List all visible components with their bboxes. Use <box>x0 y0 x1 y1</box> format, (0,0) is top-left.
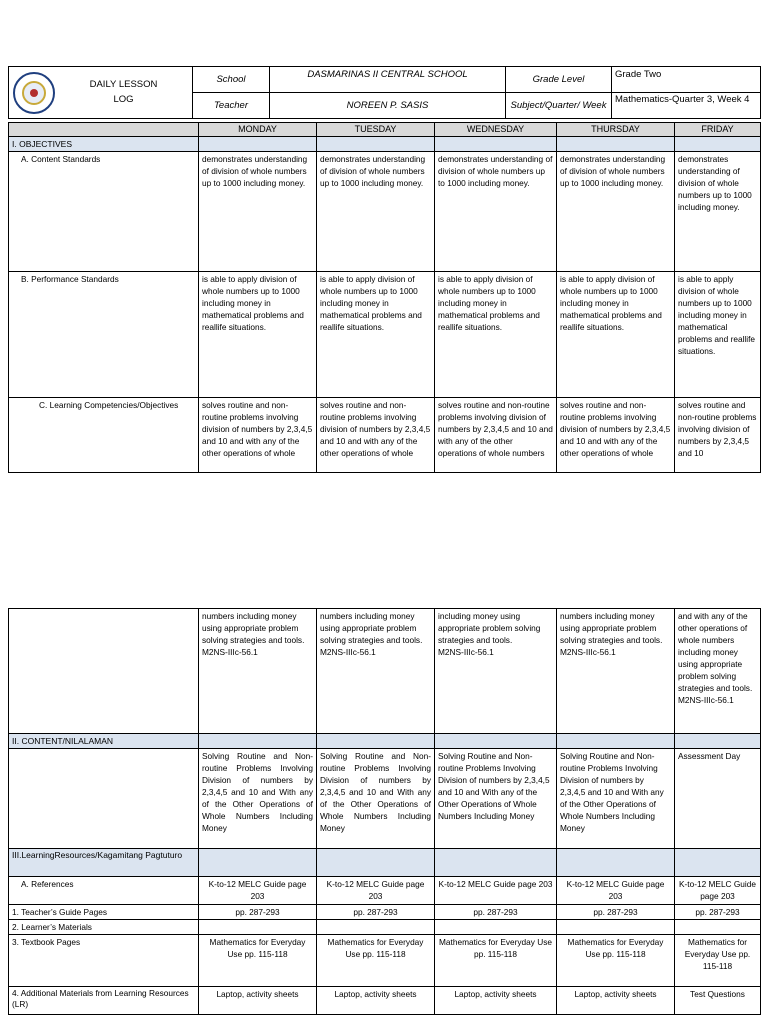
references-row <box>9 877 761 905</box>
competency-cont-text: including money using appropriate problem solving strategies and tools. <box>438 611 541 646</box>
log-title-line1: DAILY LESSON <box>89 79 158 91</box>
teachers-guide-label: 1. Teacher’s Guide Pages <box>9 905 199 920</box>
competency-code: M2NS-IIIc-56.1 <box>438 647 494 658</box>
tg-cell: pp. 287-293 <box>317 905 435 920</box>
textbook-cell: Mathematics for Everyday Use pp. 115-118 <box>557 935 675 987</box>
content-standard-cell: demonstrates understanding of division of whole numbers up to 1000 including money. <box>317 152 435 272</box>
teacher-value: NOREEN P. SASIS <box>270 93 506 119</box>
reference-cell: K-to-12 MELC Guide page 203 <box>675 877 761 905</box>
tg-cell: pp. 287-293 <box>435 905 557 920</box>
school-value: DASMARINAS II CENTRAL SCHOOL <box>270 67 506 93</box>
subject-label: Subject/Quarter/ Week <box>506 93 612 119</box>
school-label: School <box>193 67 270 93</box>
content-standards-label: A. Content Standards <box>9 152 199 272</box>
learners-materials-label: 2. Learner’s Materials <box>9 920 199 935</box>
day-thursday: THURSDAY <box>557 123 675 137</box>
day-tuesday: TUESDAY <box>317 123 435 137</box>
competencies-row-p1 <box>9 398 761 473</box>
day-friday: FRIDAY <box>675 123 761 137</box>
day-monday: MONDAY <box>199 123 317 137</box>
additional-material-cell: Test Questions <box>675 987 761 1015</box>
tg-cell: pp. 287-293 <box>199 905 317 920</box>
textbook-cell: Mathematics for Everyday Use pp. 115-118 <box>317 935 435 987</box>
teachers-guide-row <box>9 905 761 920</box>
competency-cell: solves routine and non-routine problems involving division of numbers by 2,3,4,5 and 10 and with any of the other operations of whole <box>557 398 675 473</box>
competency-cell: solves routine and non-routine problems involving division of numbers by 2,3,4,5 and 10 and with any of the other operations of whole numbers <box>435 398 557 473</box>
additional-material-cell: Laptop, activity sheets <box>435 987 557 1015</box>
competency-cont-text: numbers including money using appropriate problem solving strategies and tools. <box>320 611 423 646</box>
content-title: II. CONTENT/NILALAMAN <box>9 734 199 749</box>
subject-value: Mathematics-Quarter 3, Week 4 <box>612 93 761 119</box>
content-cell: Assessment Day <box>675 749 761 849</box>
tg-cell: pp. 287-293 <box>675 905 761 920</box>
competencies-row-p2 <box>9 609 761 734</box>
reference-cell: K-to-12 MELC Guide page 203 <box>557 877 675 905</box>
competency-cont-text: and with any of the other operations of whole numbers including money using appropriate problem solving strategies and tools. <box>678 611 753 694</box>
additional-material-cell: Laptop, activity sheets <box>199 987 317 1015</box>
content-cell: Solving Routine and Non-routine Problems Involving Division of numbers by 2,3,4,5 and 10 and With any of the Other Operations of Whole Numbers Including Money <box>435 749 557 849</box>
performance-standard-cell: is able to apply division of whole numbers up to 1000 including money in mathematical problems and reallife situations. <box>317 272 435 398</box>
resources-title: III.LearningResources/Kagamitang Pagtuturo <box>9 849 199 877</box>
day-wednesday: WEDNESDAY <box>435 123 557 137</box>
content-standard-cell: demonstrates understanding of division of whole numbers up to 1000 including money. <box>675 152 761 272</box>
content-cell: Solving Routine and Non-routine Problems Involving Division of numbers by 2,3,4,5 and 10 and With any of the Other Operations of Whole Numbers Including Money <box>317 749 435 849</box>
tg-cell: pp. 287-293 <box>557 905 675 920</box>
competency-cont-cell <box>317 609 435 734</box>
competency-cell: solves routine and non-routine problems involving division of numbers by 2,3,4,5 and 10 <box>675 398 761 473</box>
content-cell: Solving Routine and Non-routine Problems Involving Division of numbers by 2,3,4,5 and 10 and With any of the Other Operations of Whole Numbers Including Money <box>199 749 317 849</box>
competency-cell: solves routine and non-routine problems involving division of numbers by 2,3,4,5 and 10 and with any of the other operations of whole <box>317 398 435 473</box>
competency-cont-text: numbers including money using appropriate problem solving strategies and tools. <box>202 611 305 646</box>
performance-standards-row <box>9 272 761 398</box>
additional-material-cell: Laptop, activity sheets <box>317 987 435 1015</box>
objectives-row <box>9 137 761 152</box>
resources-section-row <box>9 849 761 877</box>
log-title-cell <box>9 67 193 119</box>
references-label: A. References <box>9 877 199 905</box>
performance-standard-cell: is able to apply division of whole numbers up to 1000 including money in mathematical problems and reallife situations. <box>557 272 675 398</box>
reference-cell: K-to-12 MELC Guide page 203 <box>317 877 435 905</box>
grade-label: Grade Level <box>506 67 612 93</box>
teacher-label: Teacher <box>193 93 270 119</box>
competency-cont-cell <box>675 609 761 734</box>
content-row <box>9 749 761 849</box>
competency-code: M2NS-IIIc-56.1 <box>320 647 376 658</box>
performance-standard-cell: is able to apply division of whole numbers up to 1000 including money in mathematical problems and reallife situations. <box>435 272 557 398</box>
competency-cont-cell <box>199 609 317 734</box>
textbook-cell: Mathematics for Everyday Use pp. 115-118 <box>435 935 557 987</box>
performance-standard-cell: is able to apply division of whole numbers up to 1000 including money in mathematical problems and reallife situations. <box>199 272 317 398</box>
performance-standard-cell: is able to apply division of whole numbers up to 1000 including money in mathematical problems and reallife situations. <box>675 272 761 398</box>
competency-cell: solves routine and non-routine problems involving division of numbers by 2,3,4,5 and 10 and with any of the other operations of whole <box>199 398 317 473</box>
competency-code: M2NS-IIIc-56.1 <box>202 647 258 658</box>
performance-standards-label: B. Performance Standards <box>9 272 199 398</box>
competencies-label: C. Learning Competencies/Objectives <box>9 398 199 473</box>
grade-value: Grade Two <box>612 67 761 93</box>
objectives-title: I. OBJECTIVES <box>9 137 199 152</box>
content-standard-cell: demonstrates understanding of division of whole numbers up to 1000 including money. <box>199 152 317 272</box>
lesson-table-page2 <box>8 608 761 1015</box>
competency-code: M2NS-IIIc-56.1 <box>678 695 734 706</box>
content-standard-cell: demonstrates understanding of division of whole numbers up to 1000 including money. <box>557 152 675 272</box>
competency-cont-cell <box>557 609 675 734</box>
header-table <box>8 66 761 119</box>
competency-code: M2NS-IIIc-56.1 <box>560 647 616 658</box>
textbook-cell: Mathematics for Everyday Use pp. 115-118 <box>199 935 317 987</box>
days-header-row <box>9 123 761 137</box>
reference-cell: K-to-12 MELC Guide page 203 <box>435 877 557 905</box>
content-standards-row <box>9 152 761 272</box>
deped-seal-icon <box>13 72 55 114</box>
learners-materials-row <box>9 920 761 935</box>
competency-cont-cell <box>435 609 557 734</box>
reference-cell: K-to-12 MELC Guide page 203 <box>199 877 317 905</box>
lesson-table-page1 <box>8 122 761 473</box>
textbook-row <box>9 935 761 987</box>
log-title-line2: LOG <box>113 93 134 105</box>
content-cell: Solving Routine and Non-routine Problems Involving Division of numbers by 2,3,4,5 and 10 and With any of the Other Operations of Whole Numbers Including Money <box>557 749 675 849</box>
additional-material-cell: Laptop, activity sheets <box>557 987 675 1015</box>
competency-cont-text: numbers including money using appropriate problem solving strategies and tools. <box>560 611 663 646</box>
additional-materials-row <box>9 987 761 1015</box>
textbook-cell: Mathematics for Everyday Use pp. 115-118 <box>675 935 761 987</box>
textbook-label: 3. Textbook Pages <box>9 935 199 987</box>
additional-materials-label: 4. Additional Materials from Learning Resources (LR) <box>9 987 199 1015</box>
content-standard-cell: demonstrates understanding of division of whole numbers up to 1000 including money. <box>435 152 557 272</box>
content-section-row <box>9 734 761 749</box>
